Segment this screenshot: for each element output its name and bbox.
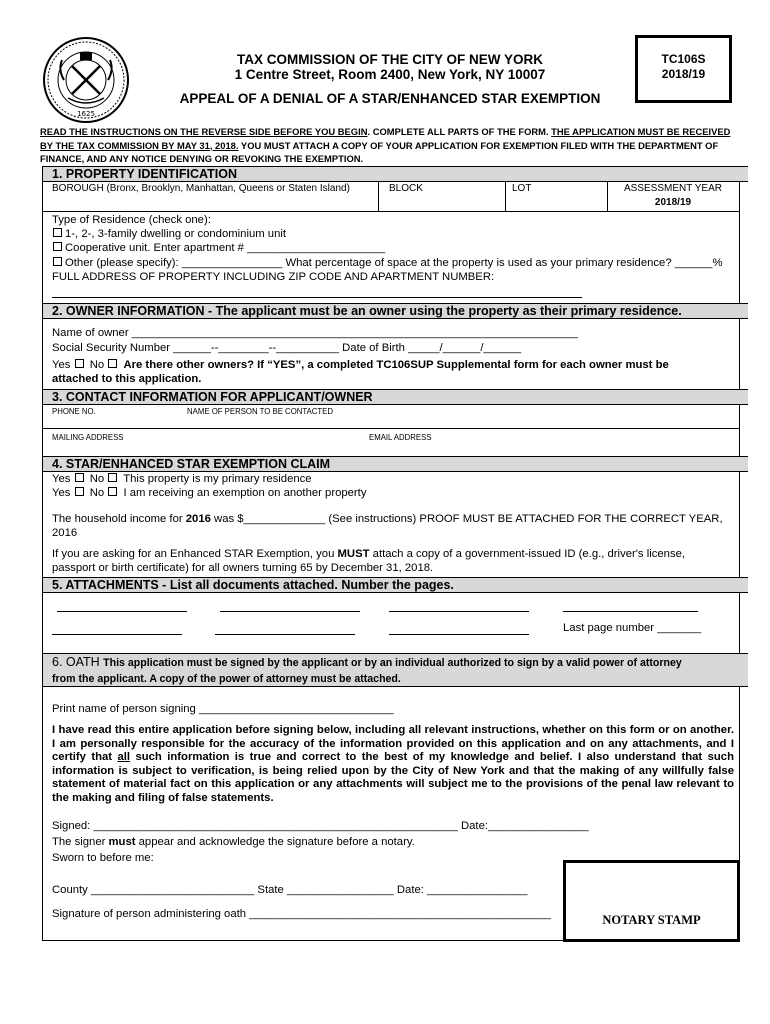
- checkbox[interactable]: [53, 257, 62, 266]
- mailing-address-label: MAILING ADDRESS: [52, 433, 124, 442]
- oath-heading-line2: from the applicant. A copy of the power of attorney must be attached.: [52, 672, 401, 685]
- attachment-field[interactable]: [389, 611, 529, 612]
- no-label: No: [89, 359, 105, 371]
- full-address-label: FULL ADDRESS OF PROPERTY INCLUDING ZIP CODE AND APARTMENT NUMBER:: [52, 271, 495, 283]
- phone-label: PHONE NO.: [52, 407, 96, 416]
- block-label: BLOCK: [389, 183, 423, 194]
- notary-stamp-label: NOTARY STAMP: [602, 913, 701, 927]
- lot-label: LOT: [512, 183, 532, 194]
- form-code: TC106S: [661, 52, 706, 66]
- divider: [505, 181, 506, 211]
- yes-label: Yes: [52, 487, 71, 499]
- section-2-heading: 2. OWNER INFORMATION - The applicant must be an owner using the property as their primary residence.: [43, 303, 748, 319]
- header-org: [150, 52, 630, 82]
- notice-complete: . COMPLETE ALL PARTS OF THE FORM.: [367, 126, 552, 137]
- notice-deadline: THE APPLICATION MUST BE RECEIVED BY THE TAX COMMISSION BY MAY 31, 2018.: [40, 126, 731, 151]
- no-checkbox[interactable]: [108, 473, 117, 482]
- attachment-field[interactable]: [215, 634, 355, 635]
- no-checkbox[interactable]: [108, 359, 117, 368]
- residence-option-1-label: 1-, 2-, 3-family dwelling or condominium unit: [65, 228, 287, 240]
- divider: [43, 428, 739, 429]
- yes-checkbox[interactable]: [75, 359, 84, 368]
- owner-name-field[interactable]: Name of owner _______________________________________________________________________: [52, 327, 578, 339]
- borough-label: BOROUGH (Bronx, Brooklyn, Manhattan, Queens or Staten Island): [52, 183, 350, 194]
- yes-checkbox[interactable]: [75, 487, 84, 496]
- checkbox[interactable]: [53, 228, 62, 237]
- signed-date-field[interactable]: Signed: __________________________________________________________ Date:________________: [52, 820, 589, 832]
- no-label: No: [89, 487, 105, 499]
- org-address: 1 Centre Street, Room 2400, New York, NY 10007: [234, 67, 546, 82]
- no-checkbox[interactable]: [108, 487, 117, 496]
- seal-year: 1625: [77, 110, 95, 118]
- notary-stamp-box: [563, 860, 740, 942]
- last-page-number-field[interactable]: Last page number _______: [563, 622, 702, 634]
- income-year-line2: 2016: [52, 527, 78, 539]
- notary-post: appear and acknowledge the signature before a notary.: [135, 836, 415, 848]
- oath-heading: This application must be signed by the applicant or by an individual authorized to sign by a valid power of attorney: [103, 657, 682, 669]
- section-4-heading: 4. STAR/ENHANCED STAR EXEMPTION CLAIM: [43, 456, 748, 472]
- notary-pre: The signer: [52, 836, 109, 848]
- notary-must: must: [108, 836, 136, 848]
- oath-administrator-signature-field[interactable]: Signature of person administering oath ________________________________________________: [52, 908, 551, 920]
- county-state-date-field[interactable]: County __________________________ State _________________ Date: ________________: [52, 884, 528, 896]
- notary-instruction: [52, 835, 415, 849]
- print-name-field[interactable]: Print name of person signing _______________________________: [52, 703, 394, 715]
- yes-label: Yes: [52, 473, 71, 485]
- notice-attach: YOU MUST ATTACH A COPY OF YOUR APPLICATION FOR EXEMPTION FILED WITH THE DEPARTMENT OF FINANCE, AND ANY NOTICE DENYING OR REVOKING THE EXEMPTION.: [40, 139, 719, 164]
- attachment-field[interactable]: [220, 611, 360, 612]
- enh-must: MUST: [337, 548, 370, 560]
- attachment-field[interactable]: [57, 611, 187, 612]
- attachment-field[interactable]: [52, 634, 182, 635]
- claim-other-exemption-label: I am receiving an exemption on another property: [123, 487, 367, 499]
- no-label: No: [89, 473, 105, 485]
- email-label: EMAIL ADDRESS: [369, 433, 432, 442]
- notice-read-instructions: READ THE INSTRUCTIONS ON THE REVERSE SIDE BEFORE YOU BEGIN: [40, 126, 368, 137]
- residence-type-label: Type of Residence (check one):: [52, 214, 211, 226]
- residence-option-1[interactable]: [52, 227, 286, 241]
- ssn-dob-field[interactable]: Social Security Number ______--________--__________ Date of Birth _____/______/______: [52, 342, 522, 354]
- residence-option-2-label: Cooperative unit. Enter apartment # ______________________: [65, 242, 386, 254]
- claim-other-exemption-row: [52, 486, 366, 500]
- form-code-box: [635, 35, 732, 103]
- divider: [607, 181, 608, 211]
- assessment-year-label: ASSESSMENT YEAR: [624, 183, 722, 194]
- assessment-year-value: 2018/19: [654, 197, 692, 208]
- section-3-heading: 3. CONTACT INFORMATION FOR APPLICANT/OWNER: [43, 389, 748, 405]
- residence-option-3-label: Other (please specify): ________________ What percentage of space at the property is used as your primary residence? ______%: [65, 257, 723, 269]
- section-5-heading: 5. ATTACHMENTS - List all documents attached. Number the pages.: [43, 577, 748, 593]
- enhanced-star-note-line2: passport or birth certificate) for all owners turning 65 by December 31, 2018.: [52, 562, 434, 574]
- section-1-heading: 1. PROPERTY IDENTIFICATION: [43, 166, 748, 182]
- full-address-field[interactable]: [52, 297, 582, 298]
- enh-pre: If you are asking for an Enhanced STAR Exemption, you: [52, 548, 338, 560]
- attachment-field[interactable]: [389, 634, 529, 635]
- residence-option-2[interactable]: [52, 241, 385, 255]
- claim-residence-row: [52, 472, 312, 486]
- other-owners-question: Are there other owners? If “YES”, a completed TC106SUP Supplemental form for each owner must be: [123, 359, 669, 371]
- nyc-seal-logo: [42, 36, 130, 124]
- other-owners-row: [52, 358, 669, 372]
- yes-label: Yes: [52, 359, 71, 371]
- enh-post: attach a copy of a government-issued ID (e.g., driver's license,: [369, 548, 686, 560]
- income-pre: The household income for: [52, 513, 186, 525]
- divider: [43, 211, 739, 212]
- org-name: TAX COMMISSION OF THE CITY OF NEW YORK: [236, 52, 543, 67]
- decl-part2: such information is true and correct to the best of my knowledge and belief. I also understand that such information is subject to verification, is being relied upon by the City of New York and that the making of any willfully false statement of material fact on this application or any attachments will subject me to the provisions of the penal law relevant to the making and filing of false statements.: [52, 751, 734, 804]
- enhanced-star-note: [52, 547, 685, 561]
- divider: [378, 181, 379, 211]
- oath-declaration: [52, 724, 734, 805]
- section-6-heading: [43, 653, 748, 687]
- income-year: 2016: [185, 513, 211, 525]
- instructions-notice: [40, 125, 740, 166]
- form-year: 2018/19: [661, 67, 706, 81]
- decl-all: all: [117, 751, 131, 763]
- oath-number: 6. OATH: [52, 655, 104, 669]
- other-owners-note: attached to this application.: [52, 373, 202, 385]
- household-income-field[interactable]: [52, 512, 723, 526]
- yes-checkbox[interactable]: [75, 473, 84, 482]
- sworn-label: Sworn to before me:: [52, 852, 154, 864]
- residence-option-3[interactable]: [52, 256, 723, 270]
- form-title: APPEAL OF A DENIAL OF A STAR/ENHANCED STAR EXEMPTION: [179, 91, 601, 106]
- income-post: was $_____________ (See instructions) PROOF MUST BE ATTACHED FOR THE CORRECT YEAR,: [210, 513, 723, 525]
- attachment-field[interactable]: [563, 611, 698, 612]
- contact-name-label: NAME OF PERSON TO BE CONTACTED: [187, 407, 333, 416]
- decl-part1: I have read this entire application before signing below, including all relevant instructions, whether on this form or on another. I am personally responsible for the accuracy of the information provided on this application and on any attachments, and I certify that: [52, 724, 734, 763]
- checkbox[interactable]: [53, 242, 62, 251]
- claim-residence-label: This property is my primary residence: [123, 473, 312, 485]
